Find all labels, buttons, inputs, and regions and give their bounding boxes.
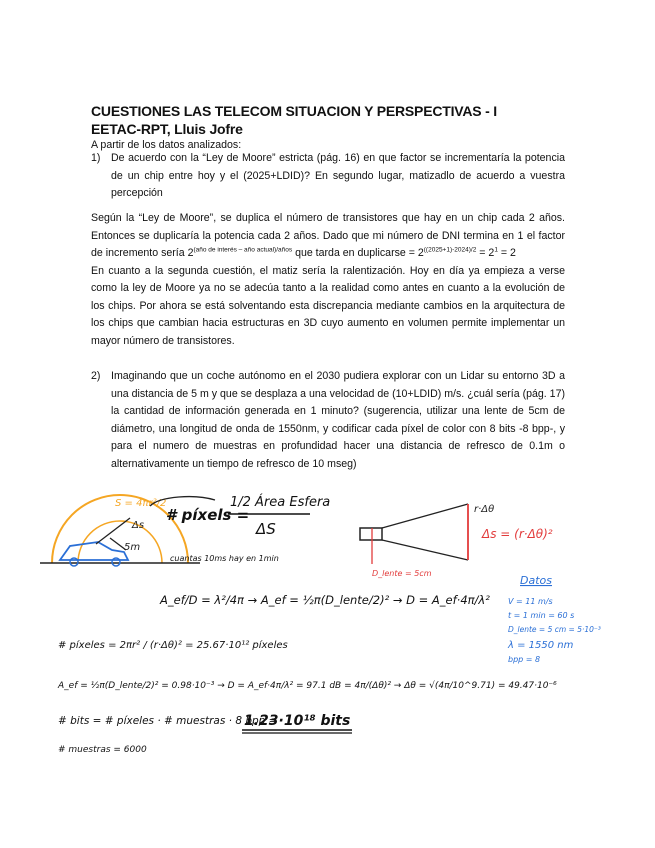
answer-1-eq: = 2 bbox=[476, 247, 495, 259]
question-1-number: 1) bbox=[91, 152, 101, 164]
answer-1-result: = 2 bbox=[497, 247, 516, 259]
radius-label: 5m bbox=[124, 542, 141, 553]
exponent-formula: (año de interés – año actual)/años bbox=[193, 246, 293, 254]
pixels-definition bbox=[150, 494, 330, 563]
pixels-word: # píxels = bbox=[166, 506, 250, 524]
document-author: EETAC-RPT, Lluis Jofre bbox=[91, 121, 243, 137]
lidar-lens-sketch bbox=[360, 504, 553, 578]
datos-item: D_lente = 5 cm = 5·10⁻³ bbox=[508, 625, 601, 634]
r-dtheta-label: r·Δθ bbox=[474, 504, 495, 515]
question-1 bbox=[91, 150, 565, 203]
lens-diameter-label: D_lente = 5cm bbox=[372, 569, 432, 578]
cuentas-note: cuantas 10ms hay en 1min bbox=[170, 554, 279, 563]
exponent-values: ((2025+1)-2024)/2 bbox=[423, 246, 477, 254]
document-title: CUESTIONES LAS TELECOM SITUACION Y PERSPECTIVAS - I bbox=[91, 103, 497, 119]
datos-item: t = 1 min = 60 s bbox=[508, 611, 575, 620]
intro-text: A partir de los datos analizados: bbox=[91, 139, 242, 151]
pixels-count: # píxeles = 2πr² / (r·Δθ)² = 25.67·10¹² píxeles bbox=[58, 640, 288, 651]
delta-s-equation: Δs = (r·Δθ)² bbox=[482, 527, 553, 541]
answer-1 bbox=[91, 210, 565, 350]
datos-title: Datos bbox=[520, 574, 552, 587]
answer-1-sentence: Según la “Ley de Moore”, se duplica el número de transistores que hay en un chip cada 2 años. Entonces se duplicaría la potencia cada 2 años. Dado que mi número de DNI termina en 1 el factor de incremento sería 2 bbox=[91, 212, 565, 259]
half-area: 1/2 Área Esfera bbox=[230, 495, 331, 510]
question-1-text: De acuerdo con la “Ley de Moore” estricta (pág. 16) en que factor se incrementaría la potencia de un chip entre hoy y el (2025+LDID)? En segundo lugar, matizadlo de acuerdo a vuestra percepción bbox=[111, 152, 565, 199]
handwritten-notes bbox=[0, 476, 655, 766]
samples-count: # muestras = 6000 bbox=[58, 745, 147, 755]
datos-box bbox=[507, 574, 601, 664]
datos-item: bpp = 8 bbox=[508, 655, 541, 664]
bits-formula: # bits = # píxeles · # muestras · 8 bpp = bbox=[58, 715, 278, 727]
delta-s-denominator: ΔS bbox=[256, 520, 276, 538]
answer-1-doubling: que tarda en duplicarse = 2 bbox=[292, 247, 424, 259]
datos-item: λ = 1550 nm bbox=[508, 640, 574, 651]
datos-item: V = 11 m/s bbox=[508, 597, 553, 606]
exponent-one: 1 bbox=[494, 246, 498, 254]
bits-result: 1.23·10¹⁸ bits bbox=[244, 713, 351, 729]
delta-s-label: Δs bbox=[132, 520, 145, 531]
antenna-formula: A_ef/D = λ²/4π → A_ef = ½π(D_lente/2)² → D = A_ef·4π/λ² bbox=[160, 593, 490, 607]
effective-area-line: A_ef = ½π(D_lente/2)² = 0.98·10⁻³ → D = A_ef·4π/λ² = 97.1 dB = 4π/(Δθ)² → Δθ = √(4π/10^9.71) = 49.47·10⁻⁶ bbox=[58, 681, 557, 691]
answer-1-nuance: En cuanto a la segunda cuestión, el matiz sería la ralentización. Hoy en día ya empieza a verse como la ley de Moore ya no se adecúa tanto a la realidad como antes en cuanto a la evolución de los chips. Por ahora se está solventando esta discrepancia mediante cambios en la arquitectura de los chips que cambian hacia estructuras en 3D cuyo aumento en volumen permite implementar un mayor número de transistores. bbox=[91, 264, 565, 347]
question-2-number: 2) bbox=[91, 370, 101, 382]
question-2 bbox=[91, 368, 565, 473]
question-2-text: Imaginando que un coche autónomo en el 2030 pudiera explorar con un Lidar su entorno 3D a una distancia de 5 m y que se desplaza a una velocidad de (10+LDID) m/s. ¿cuál sería (pág. 17) la cantidad de información generada en 1 minuto? (sugerencia, utilizar una lente de 5cm de diámetro, una longitud de onda de 1550nm, y codificar cada píxel de color con 8 bits -8 bpp-, y para el numero de muestras en profundidad hacer una distancia de refresco de 0.1m o alternativamente un tiempo de refresco de 10 mseg) bbox=[111, 370, 565, 470]
sphere-surface-label: S = 4πr²/2 bbox=[115, 498, 167, 509]
